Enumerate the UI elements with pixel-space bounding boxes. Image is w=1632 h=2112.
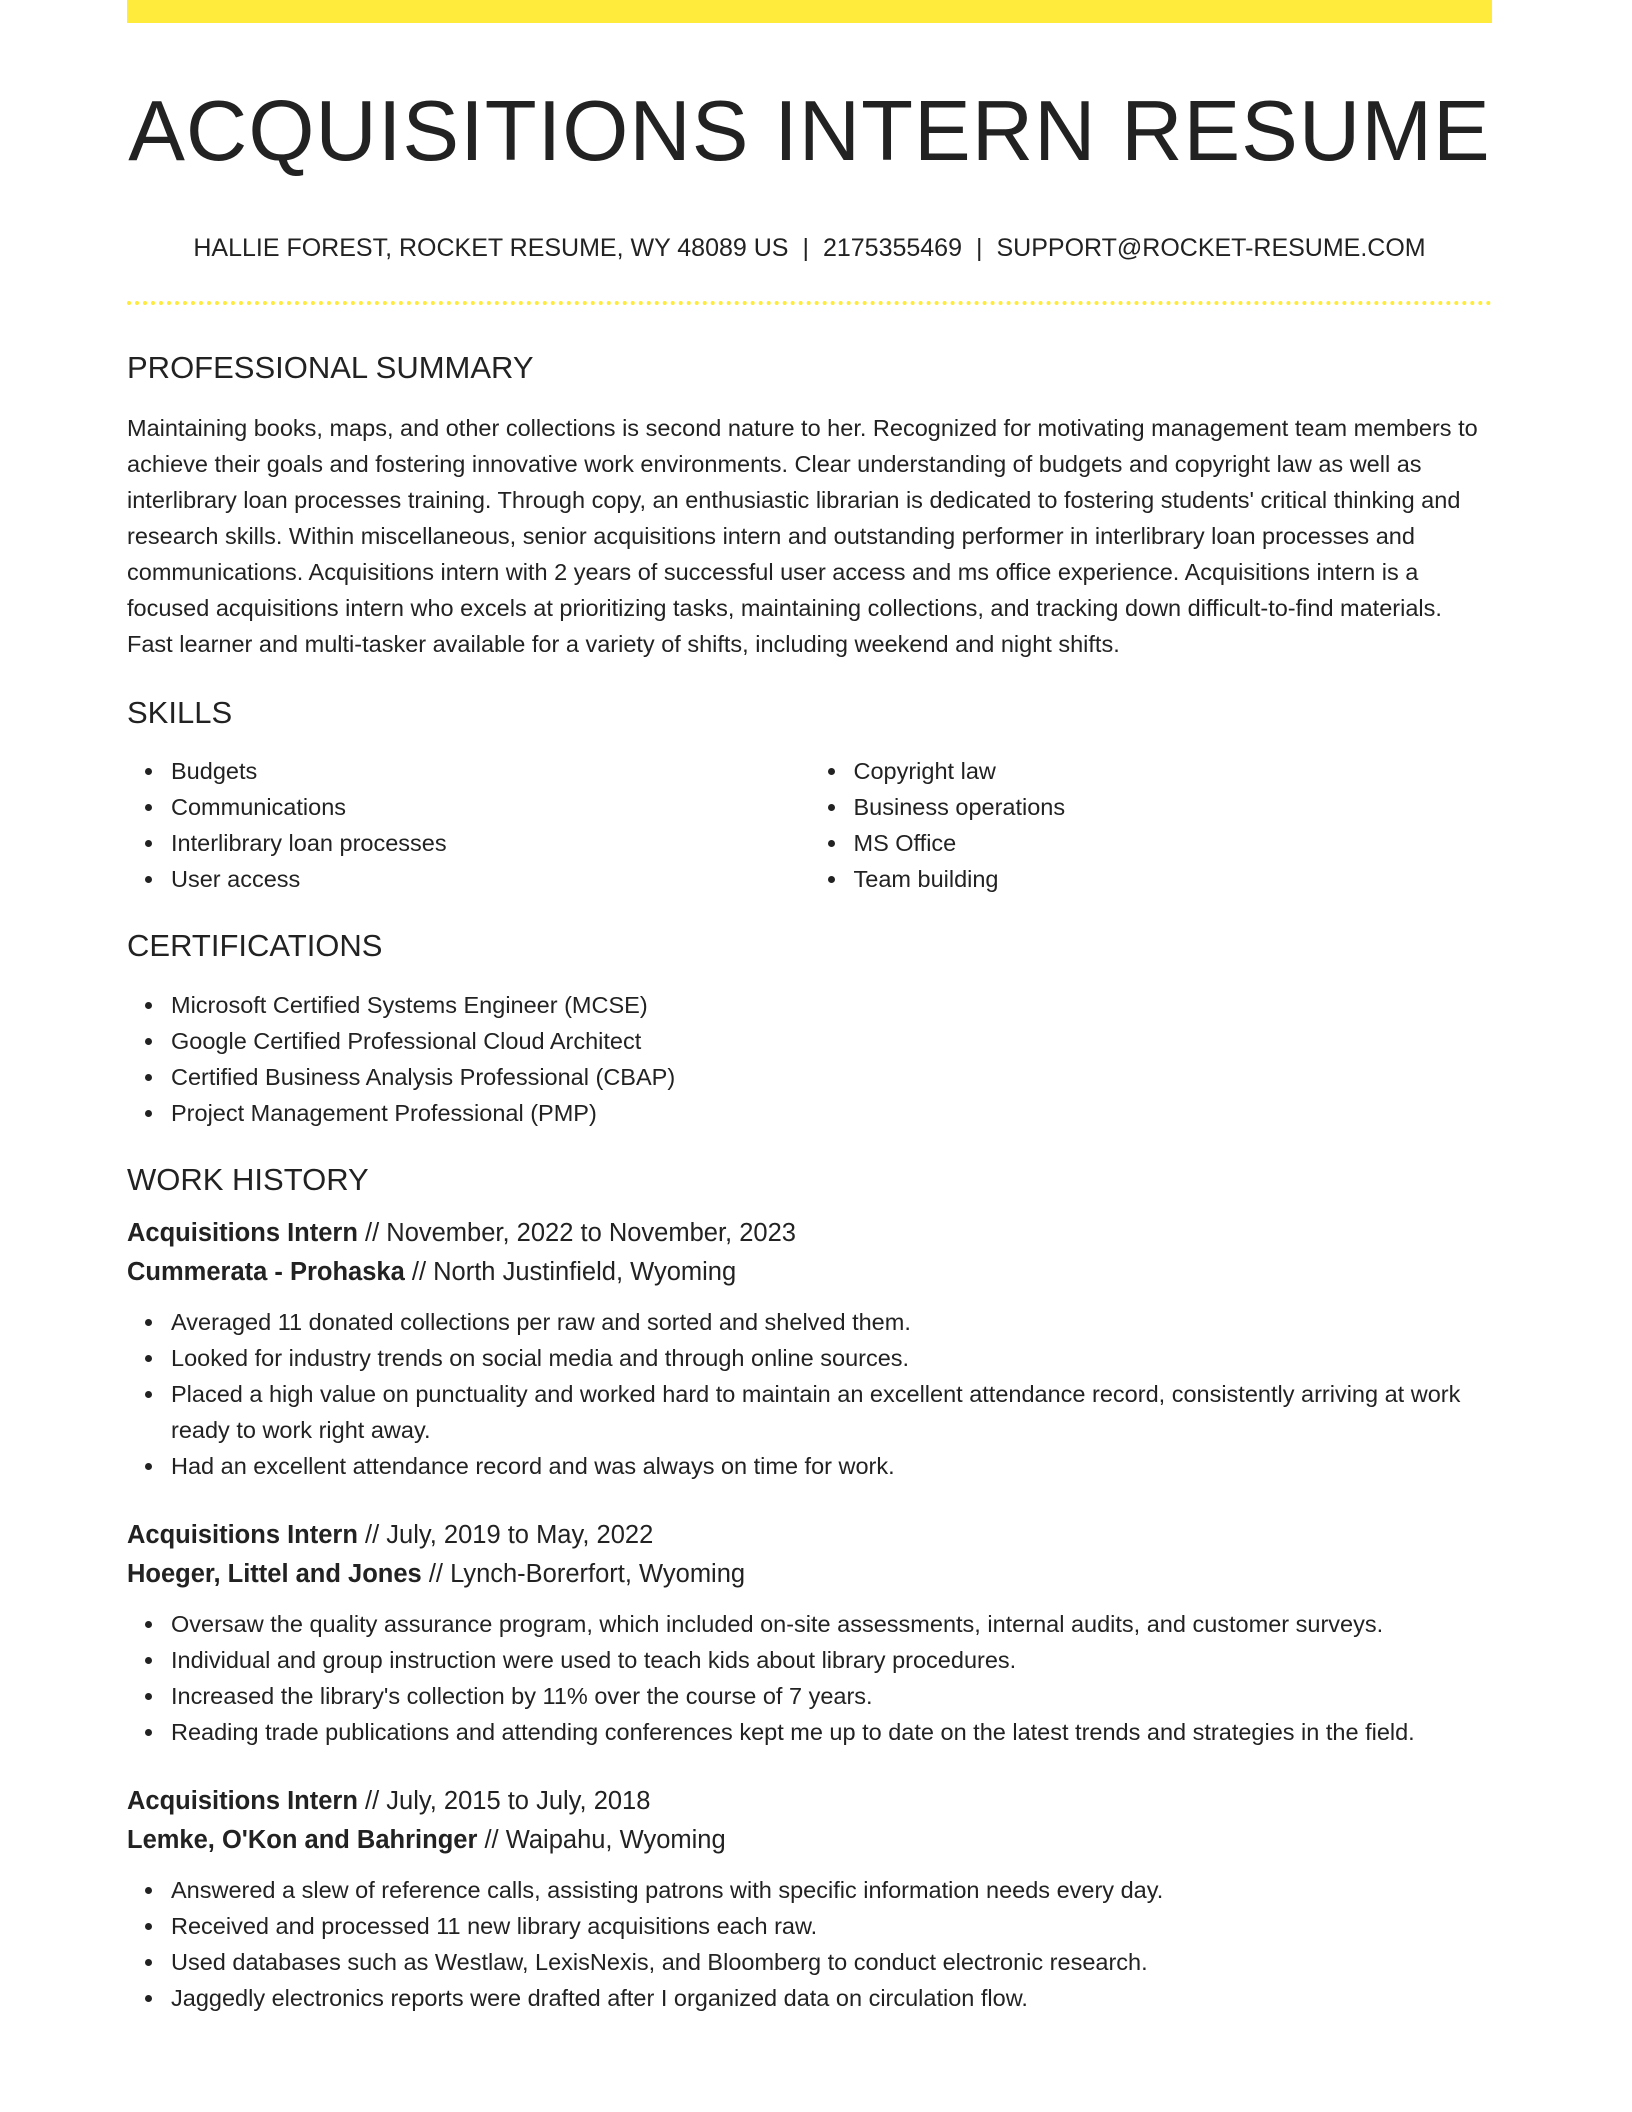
skill-item: Interlibrary loan processes: [171, 825, 810, 861]
job-company-line: [127, 1821, 1492, 1860]
top-accent-bar: [127, 0, 1492, 23]
skill-item: Copyright law: [854, 753, 1493, 789]
contact-phone: 2175355469: [822, 234, 962, 262]
work-history-heading: WORK HISTORY: [127, 1161, 369, 1197]
skill-item: Budgets: [171, 753, 810, 789]
job-delimiter: //: [357, 1520, 387, 1549]
contact-separator: |: [976, 234, 983, 262]
skills-grid: [127, 753, 1492, 897]
summary-heading: PROFESSIONAL SUMMARY: [127, 350, 534, 385]
job-delimiter: //: [404, 1257, 434, 1286]
job-bullet: Increased the library's collection by 11% over the course of 7 years.: [171, 1678, 1492, 1714]
job-delimiter: //: [357, 1786, 387, 1815]
job-bullet: Had an excellent attendance record and was always on time for work.: [171, 1448, 1492, 1484]
job-title-line: [127, 1214, 1492, 1253]
skill-item: Team building: [854, 861, 1493, 897]
job-company: Cummerata - Prohaska: [127, 1257, 405, 1286]
job-title: Acquisitions Intern: [127, 1218, 358, 1247]
job-bullet: Individual and group instruction were used to teach kids about library procedures.: [171, 1642, 1492, 1678]
certifications-heading: CERTIFICATIONS: [127, 928, 383, 964]
job-title: Acquisitions Intern: [127, 1786, 358, 1815]
contact-address: HALLIE FOREST, ROCKET RESUME, WY 48089 US: [193, 234, 789, 262]
skills-list-right: [810, 753, 1493, 897]
job-bullets: [127, 1606, 1492, 1750]
job-bullet: Reading trade publications and attending conferences kept me up to date on the latest trends and strategies in the field.: [171, 1714, 1492, 1750]
job-company: Lemke, O'Kon and Bahringer: [127, 1825, 478, 1854]
certification-item: Project Management Professional (PMP): [171, 1095, 1492, 1131]
job-dates: July, 2015 to July, 2018: [386, 1786, 651, 1815]
skill-item: MS Office: [854, 825, 1493, 861]
summary-text: Maintaining books, maps, and other collections is second nature to her. Recognized for motivating management team members to achieve their goals and fostering innovative work environments. Clear understanding of budgets and copyright law as well as interlibrary loan processes training. Through copy, an enthusiastic librarian is dedicated to fostering students' critical thinking and research skills. Within miscellaneous, senior acquisitions intern and outstanding performer in interlibrary loan processes and communications. Acquisitions intern with 2 years of successful user access and ms office experience. Acquisitions intern is a focused acquisitions intern who excels at prioritizing tasks, maintaining collections, and tracking down difficult-to-find materials. Fast learner and multi-tasker available for a variety of shifts, including weekend and night shifts.: [127, 415, 1478, 658]
job-location: North Justinfield, Wyoming: [433, 1257, 737, 1286]
skill-item: Business operations: [854, 789, 1493, 825]
dotted-divider: [127, 301, 1492, 305]
job-title-line: [127, 1782, 1492, 1821]
job-dates: July, 2019 to May, 2022: [386, 1520, 654, 1549]
certification-item: Google Certified Professional Cloud Architect: [171, 1023, 1492, 1059]
resume-title: ACQUISITIONS INTERN RESUME: [128, 84, 1491, 179]
job-company-line: [127, 1253, 1492, 1292]
skills-heading: SKILLS: [127, 695, 233, 731]
certifications-list: [127, 987, 1492, 1131]
job-location: Lynch-Borerfort, Wyoming: [450, 1559, 746, 1588]
job-bullets: [127, 1872, 1492, 2016]
skill-item: User access: [171, 861, 810, 897]
job-delimiter: //: [477, 1825, 506, 1854]
contact-email: SUPPORT@ROCKET-RESUME.COM: [996, 234, 1426, 262]
job-bullet: Used databases such as Westlaw, LexisNexis, and Bloomberg to conduct electronic research.: [171, 1944, 1492, 1980]
job-title-line: [127, 1516, 1492, 1555]
job-delimiter: //: [357, 1218, 387, 1247]
job-bullet: Oversaw the quality assurance program, which included on-site assessments, internal audits, and customer surveys.: [171, 1606, 1492, 1642]
job-bullet: Looked for industry trends on social media and through online sources.: [171, 1340, 1492, 1376]
certification-item: Certified Business Analysis Professional (CBAP): [171, 1059, 1492, 1095]
job-bullet: Placed a high value on punctuality and worked hard to maintain an excellent attendance record, consistently arriving at work ready to work right away.: [171, 1376, 1492, 1448]
job-location: Waipahu, Wyoming: [505, 1825, 726, 1854]
job-bullet: Averaged 11 donated collections per raw and sorted and shelved them.: [171, 1304, 1492, 1340]
job-dates: November, 2022 to November, 2023: [386, 1218, 796, 1247]
skill-item: Communications: [171, 789, 810, 825]
job-delimiter: //: [421, 1559, 451, 1588]
job-bullet: Answered a slew of reference calls, assisting patrons with specific information needs every day.: [171, 1872, 1492, 1908]
job-title: Acquisitions Intern: [127, 1520, 358, 1549]
job-company: Hoeger, Littel and Jones: [127, 1559, 422, 1588]
job-bullet: Jaggedly electronics reports were drafted after I organized data on circulation flow.: [171, 1980, 1492, 2016]
certification-item: Microsoft Certified Systems Engineer (MCSE): [171, 987, 1492, 1023]
skills-list-left: [127, 753, 810, 897]
job-company-line: [127, 1555, 1492, 1594]
job-bullets: [127, 1304, 1492, 1484]
resume-content: [127, 0, 1492, 2016]
contact-line: [127, 233, 1492, 263]
job-bullet: Received and processed 11 new library acquisitions each raw.: [171, 1908, 1492, 1944]
contact-separator: |: [802, 234, 809, 262]
